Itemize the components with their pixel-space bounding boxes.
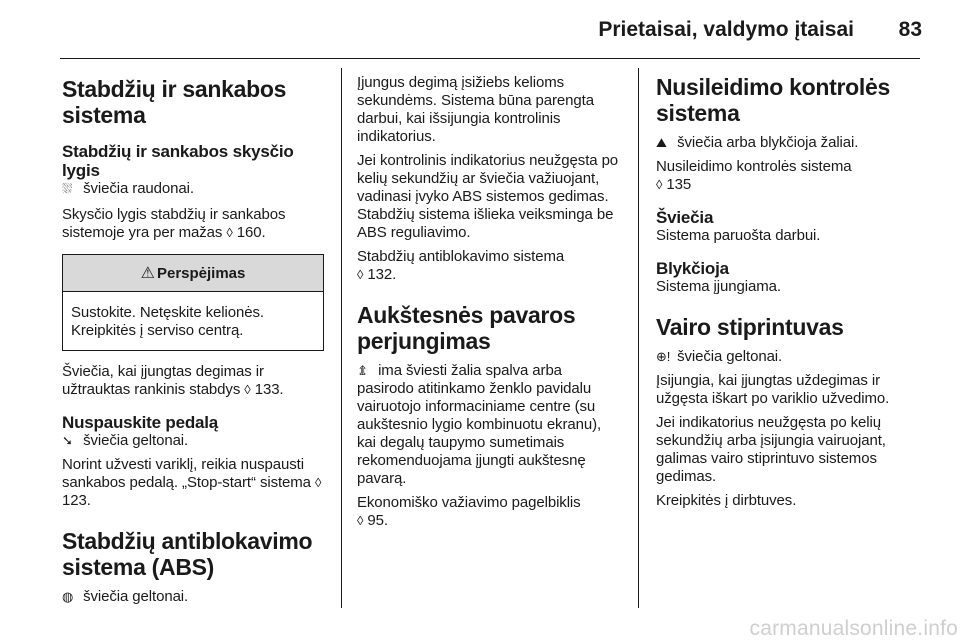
- warning-title: Perspėjimas: [156, 264, 246, 282]
- power-steering-icon: ⊕!: [656, 349, 671, 364]
- steering-text-2: Jei indikatorius neužgęsta po kelių sekundžių arba įsijungia vairuojant, galimas vairo stiprintuvo sistemos gedimas.: [656, 414, 886, 485]
- descent-control-icon: ⛰: [656, 135, 667, 150]
- warning-text: Sustokite. Netęskite kelionės. Kreipkitės į serviso centrą.: [71, 304, 264, 339]
- heading-upshift: Aukštesnės pavaros perjungimas: [357, 302, 576, 354]
- eco-text: Ekonomiško važiavimo pagelbiklis ◊ 95.: [357, 494, 581, 529]
- warning-header: [63, 255, 323, 292]
- warning-box: [62, 254, 324, 351]
- page-ref-link[interactable]: 132.: [367, 266, 397, 283]
- brake-fluid-text: Skysčio lygis stabdžių ir sankabos sistemoje yra per mažas ◊ 160.: [62, 206, 286, 241]
- page-ref-link[interactable]: 95.: [367, 512, 388, 529]
- page-ref-link[interactable]: 133.: [254, 381, 284, 398]
- page-ref-icon: ◊: [244, 382, 251, 397]
- page-ref-icon: ◊: [315, 475, 322, 490]
- steering-text-3: Kreipkitės į dirbtuves.: [656, 492, 797, 509]
- steering-text-1: Įsijungia, kai įjungtas uždegimas ir užgęsta iškart po variklio užvedimo.: [656, 372, 890, 407]
- pedal-icon: ➘: [62, 433, 73, 448]
- abs-text-2: Jei kontrolinis indikatorius neužgęsta po kelių sekundžių ar šviečia važiuojant, vadinasi įvyko ABS sistemos gedimas. Stabdžių sistema išlieka veiksminga be ABS reguliavimo.: [357, 152, 619, 241]
- abs-text-1: Įjungus degimą įsižiebs kelioms sekundėms. Sistema būna parengta darbui, kai išsijungia kontrolinis indikatorius.: [357, 74, 594, 145]
- heading-brake-fluid: Stabdžių ir sankabos skysčio lygis: [62, 142, 294, 180]
- steering-status: ⊕! šviečia geltonai.: [656, 348, 783, 365]
- page-number: 83: [898, 18, 922, 41]
- header-divider: [60, 58, 920, 59]
- blinking-text: Sistema įjungiama.: [656, 278, 781, 295]
- press-pedal-text: Norint užvesti variklį, reikia nuspausti sankabos pedalą. „Stop-start“ sistema ◊ 123.: [62, 456, 322, 509]
- descent-status: ⛰ šviečia arba blykčioja žaliai.: [656, 134, 859, 151]
- section-title-brake-clutch: Stabdžių ir sankabos sistema: [62, 76, 287, 128]
- column-3: [656, 74, 918, 510]
- page-ref-link[interactable]: 123.: [62, 492, 91, 509]
- page-ref-icon: ◊: [357, 267, 364, 282]
- heading-abs: Stabdžių antiblokavimo sistema (ABS): [62, 528, 313, 580]
- parking-brake-text: Šviečia, kai įjungtas degimas ir užtrauktas rankinis stabdys ◊ 133.: [62, 363, 284, 398]
- column-divider-2: [638, 68, 639, 608]
- descent-text: Nusileidimo kontrolės sistema ◊ 135: [656, 158, 852, 193]
- brake-fluid-status: ⛆ šviečia raudonai.: [62, 180, 194, 197]
- upshift-icon: ⇭: [357, 363, 368, 378]
- watermark: carmanualsonline.info: [749, 617, 958, 640]
- column-1: [62, 68, 324, 606]
- header-title: Prietaisai, valdymo įtaisai: [598, 18, 854, 41]
- page-ref-link[interactable]: 160.: [236, 224, 266, 241]
- column-2: [357, 74, 622, 530]
- brake-fluid-icon: ⛆: [62, 181, 73, 196]
- heading-descent-control: Nusileidimo kontrolės sistema: [656, 74, 890, 126]
- heading-lit: Šviečia: [656, 208, 714, 227]
- page-ref-icon: ◊: [226, 225, 233, 240]
- heading-power-steering: Vairo stiprintuvas: [656, 314, 844, 340]
- lit-text: Sistema paruošta darbui.: [656, 227, 821, 244]
- heading-blinking: Blykčioja: [656, 259, 729, 278]
- warning-triangle-icon: ⚠: [140, 265, 155, 282]
- press-pedal-status: ➘ šviečia geltonai.: [62, 432, 189, 449]
- upshift-text: ⇭ ima šviesti žalia spalva arba pasirodo atitinkamo ženklo pavidalu vairuotojo informaciniame centre (su aukštesnio lygio kombinuotu ekranu), kai degalų taupymo sumetimais rekomenduojama įjungti aukštesnę pavarą.: [357, 362, 602, 487]
- page-ref-icon: ◊: [357, 513, 364, 528]
- column-divider-1: [341, 68, 342, 608]
- abs-icon: ◍: [62, 589, 74, 604]
- heading-press-pedal: Nuspauskite pedalą: [62, 413, 219, 432]
- page-ref-icon: ◊: [656, 177, 663, 192]
- abs-text-3: Stabdžių antiblokavimo sistema ◊ 132.: [357, 248, 565, 283]
- page-ref-link[interactable]: 135: [666, 176, 692, 193]
- abs-status: ◍ šviečia geltonai.: [62, 588, 189, 605]
